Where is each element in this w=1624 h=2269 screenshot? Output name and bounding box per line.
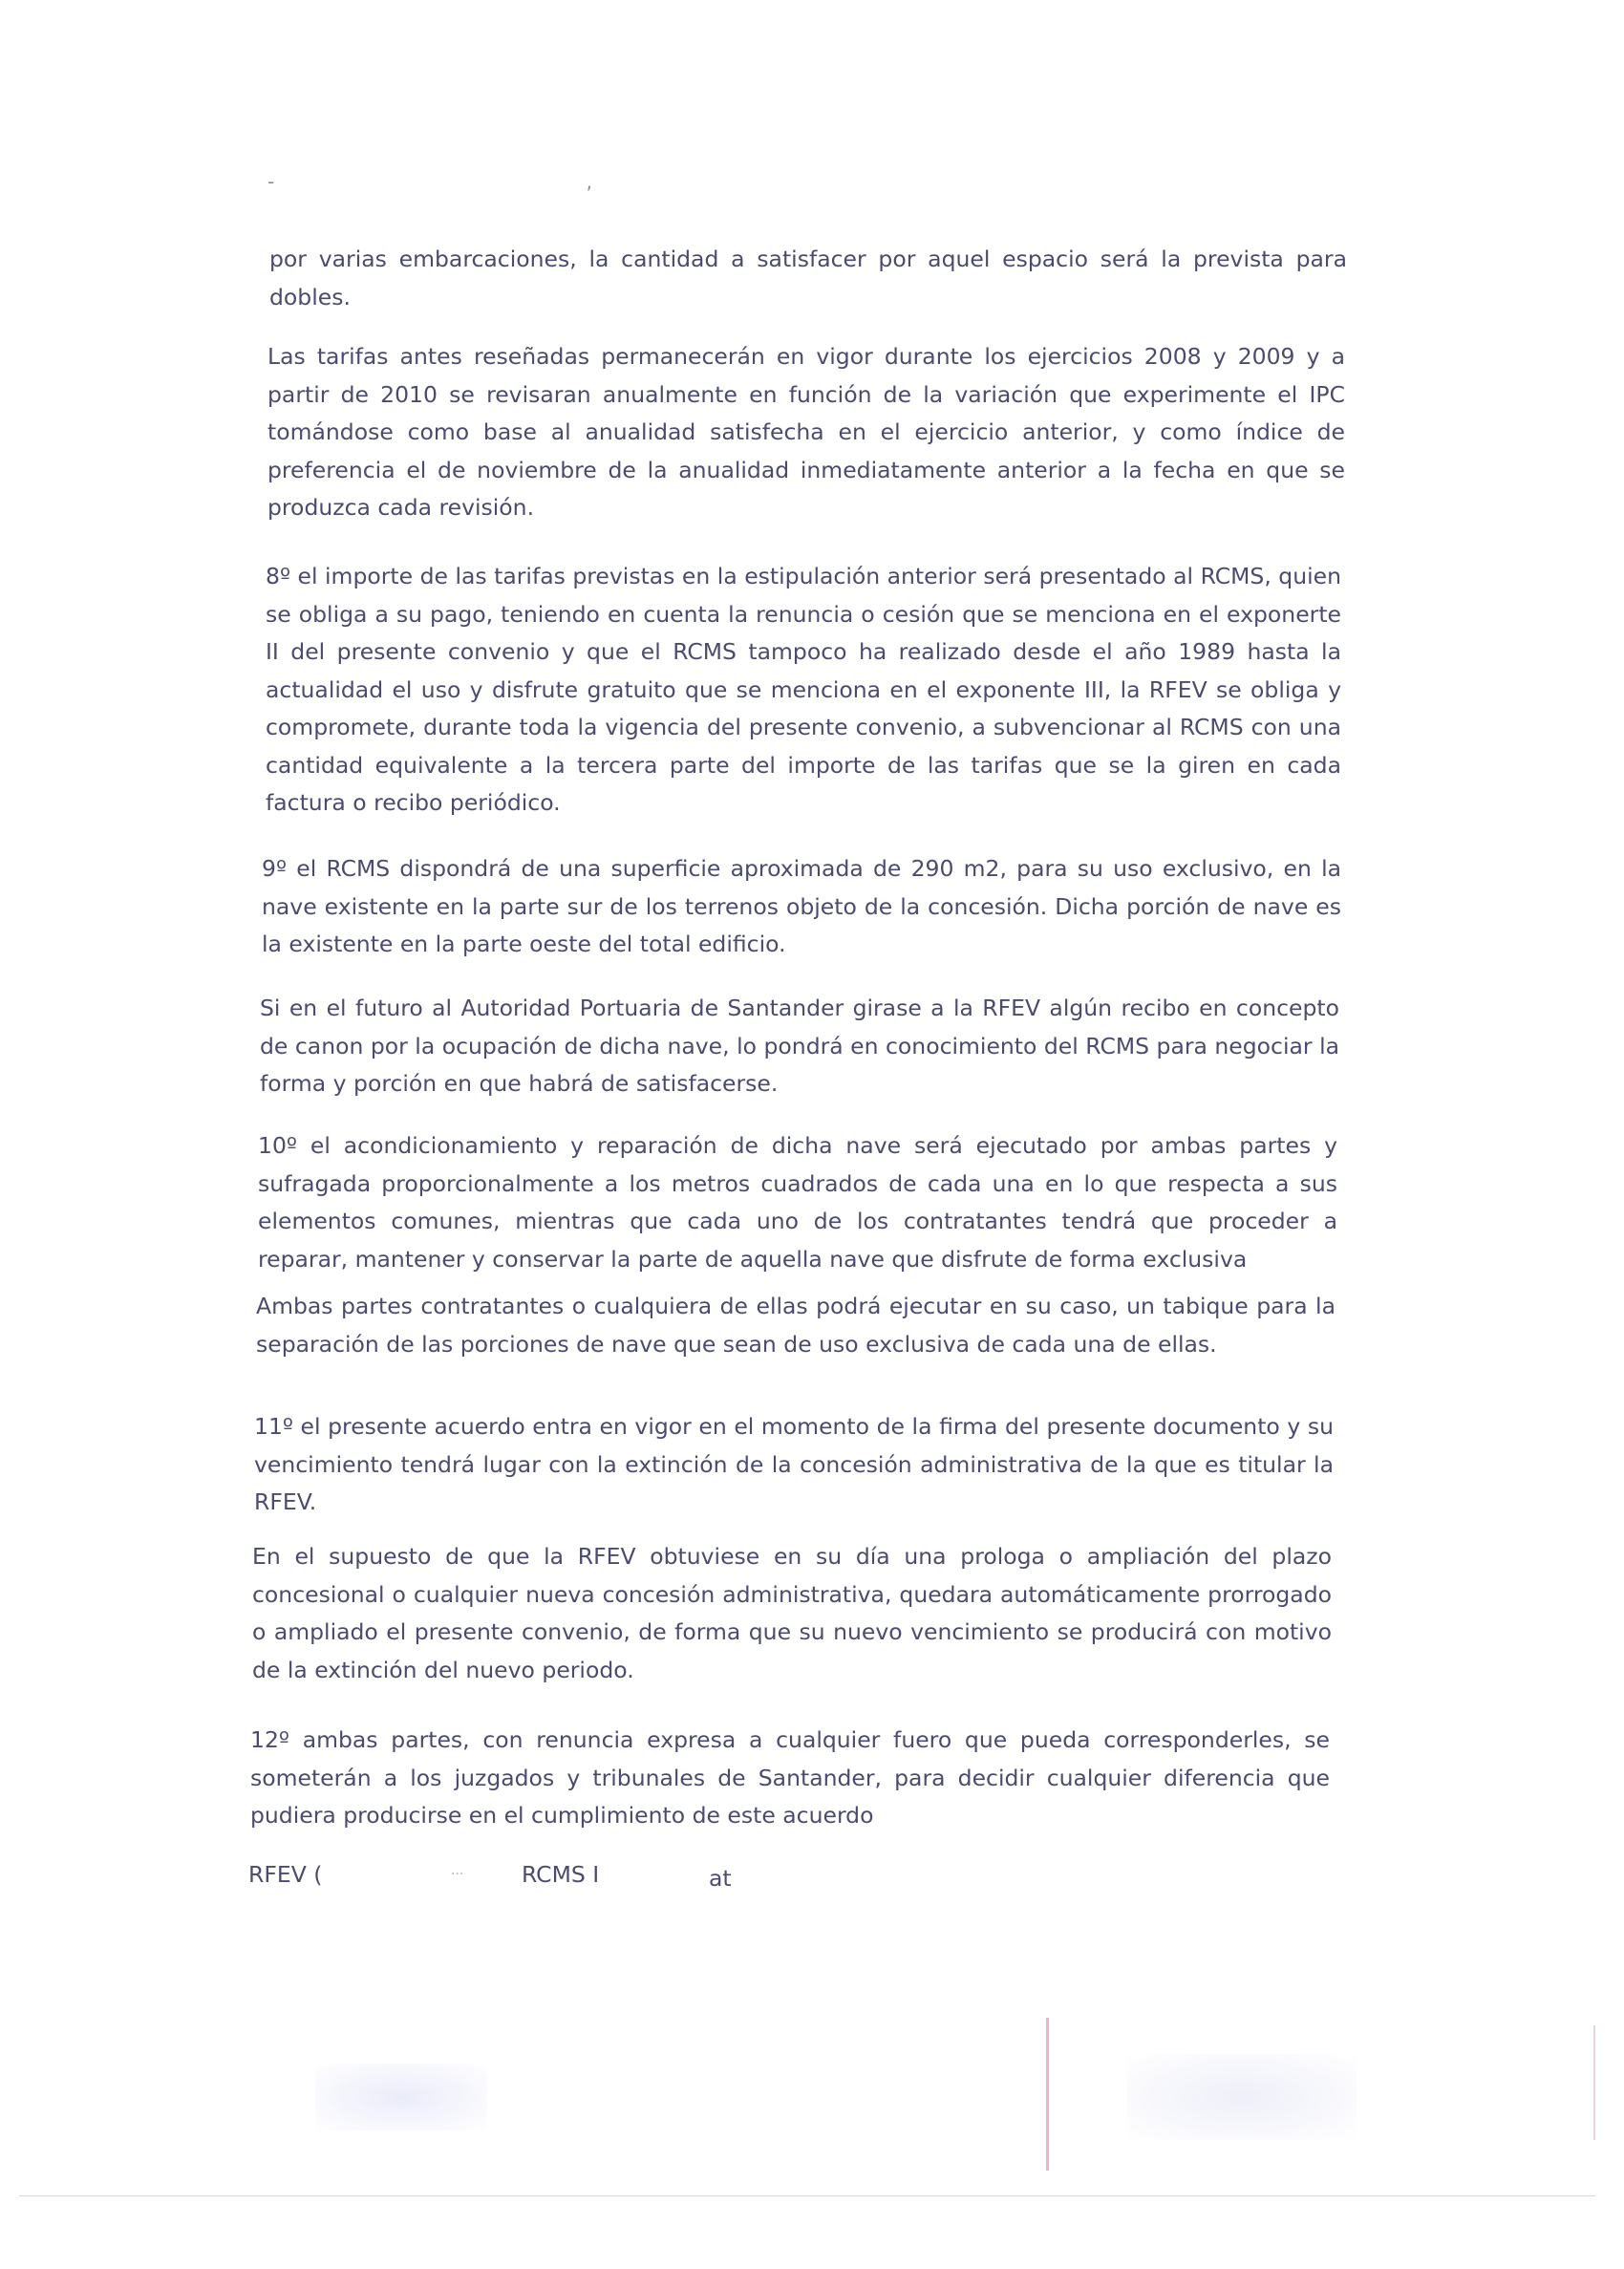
bottom-scan-rule <box>19 2195 1595 2196</box>
stamp-edge-line <box>1046 2018 1049 2171</box>
paragraph-tarifas-vigor: Las tarifas antes reseñadas permanecerán en vigor durante los ejercicios 2008 y 2009 y a partir de 2010 se revisaran anualmente en función de la variación que experimente el IPC tomándose como base al anualidad satisfecha en el ejercicio anterior, y como índice de preferencia el de noviembre de la anualidad inmediatamente anterior a la fecha en que se produzca cada revisión. <box>267 343 1345 521</box>
paragraph-clause-11: 11º el presente acuerdo entra en vigor en el momento de la firma del presente documento y su vencimiento tendrá lugar con la extinción de la concesión administrativa de la que es titular la RFEV. <box>254 1413 1334 1515</box>
signature-rcms: RCMS I <box>522 1861 600 1888</box>
right-edge-mark <box>1593 2025 1595 2140</box>
paragraph-clause-8: 8º el importe de las tarifas previstas en la estipulación anterior será presentado al RCMS, quien se obliga a su pago, teniendo en cuenta la renuncia o cesión que se menciona en el exponerte II del presente convenio y que el RCMS tampoco ha realizado desde el año 1989 hasta la actualidad el uso y disfrute gratuito que se menciona en el exponente III, la RFEV se obliga y compromete, durante toda la vigencia del presente convenio, a subvencionar al RCMS con una cantidad equivalente a la tercera parte del importe de las tarifas que se la giren en cada factura o recibo periódico. <box>266 563 1341 816</box>
paragraph-tabique: Ambas partes contratantes o cualquiera de ellas podrá ejecutar en su caso, un tabique para la separación de las porciones de nave que sean de uso exclusiva de cada una de ellas. <box>256 1293 1336 1358</box>
faint-stamp-mark <box>315 2064 487 2130</box>
stray-scan-marks: - , <box>267 170 745 193</box>
paragraph-dobles: por varias embarcaciones, la cantidad a satisfacer por aquel espacio será la prevista para dobles. <box>269 246 1347 310</box>
signature-at: at <box>709 1865 732 1892</box>
faint-stamp-mark-right <box>1127 2054 1357 2140</box>
paragraph-clause-10: 10º el acondicionamiento y reparación de dicha nave será ejecutado por ambas partes y sufragada proporcionalmente a los metros cuadrados de cada una en lo que respecta a sus elementos comunes, mientras que cada uno de los contratantes tendrá que proceder a reparar, mantener y conservar la parte de aquella nave que disfrute de forma exclusiva <box>258 1132 1337 1273</box>
signature-block <box>248 1861 1108 1899</box>
paragraph-canon-nave: Si en el futuro al Autoridad Portuaria de Santander girase a la RFEV algún recibo en concepto de canon por la ocupación de dicha nave, lo pondrá en conocimiento del RCMS para negociar la forma y porción en que habrá de satisfacerse. <box>260 995 1339 1097</box>
paragraph-clause-12: 12º ambas partes, con renuncia expresa a cualquier fuero que pueda corresponderles, se someterán a los juzgados y tribunales de Santander, para decidir cualquier diferencia que pudiera producirse en el cumplimiento de este acuerdo <box>250 1726 1330 1829</box>
signature-rfev: RFEV ( <box>248 1861 323 1888</box>
signature-dots: ... <box>451 1863 464 1878</box>
paragraph-clause-9: 9º el RCMS dispondrá de una superficie aproximada de 290 m2, para su uso exclusivo, en la nave existente en la parte sur de los terrenos objeto de la concesión. Dicha porción de nave es la existente en la parte oeste del total edificio. <box>262 855 1341 957</box>
paragraph-prorroga: En el supuesto de que la RFEV obtuviese en su día una prologa o ampliación del plazo concesional o cualquier nueva concesión administrativa, quedara automáticamente prorrogado o ampliado el presente convenio, de forma que su nuevo vencimiento se producirá con motivo de la extinción del nuevo periodo. <box>252 1543 1332 1683</box>
